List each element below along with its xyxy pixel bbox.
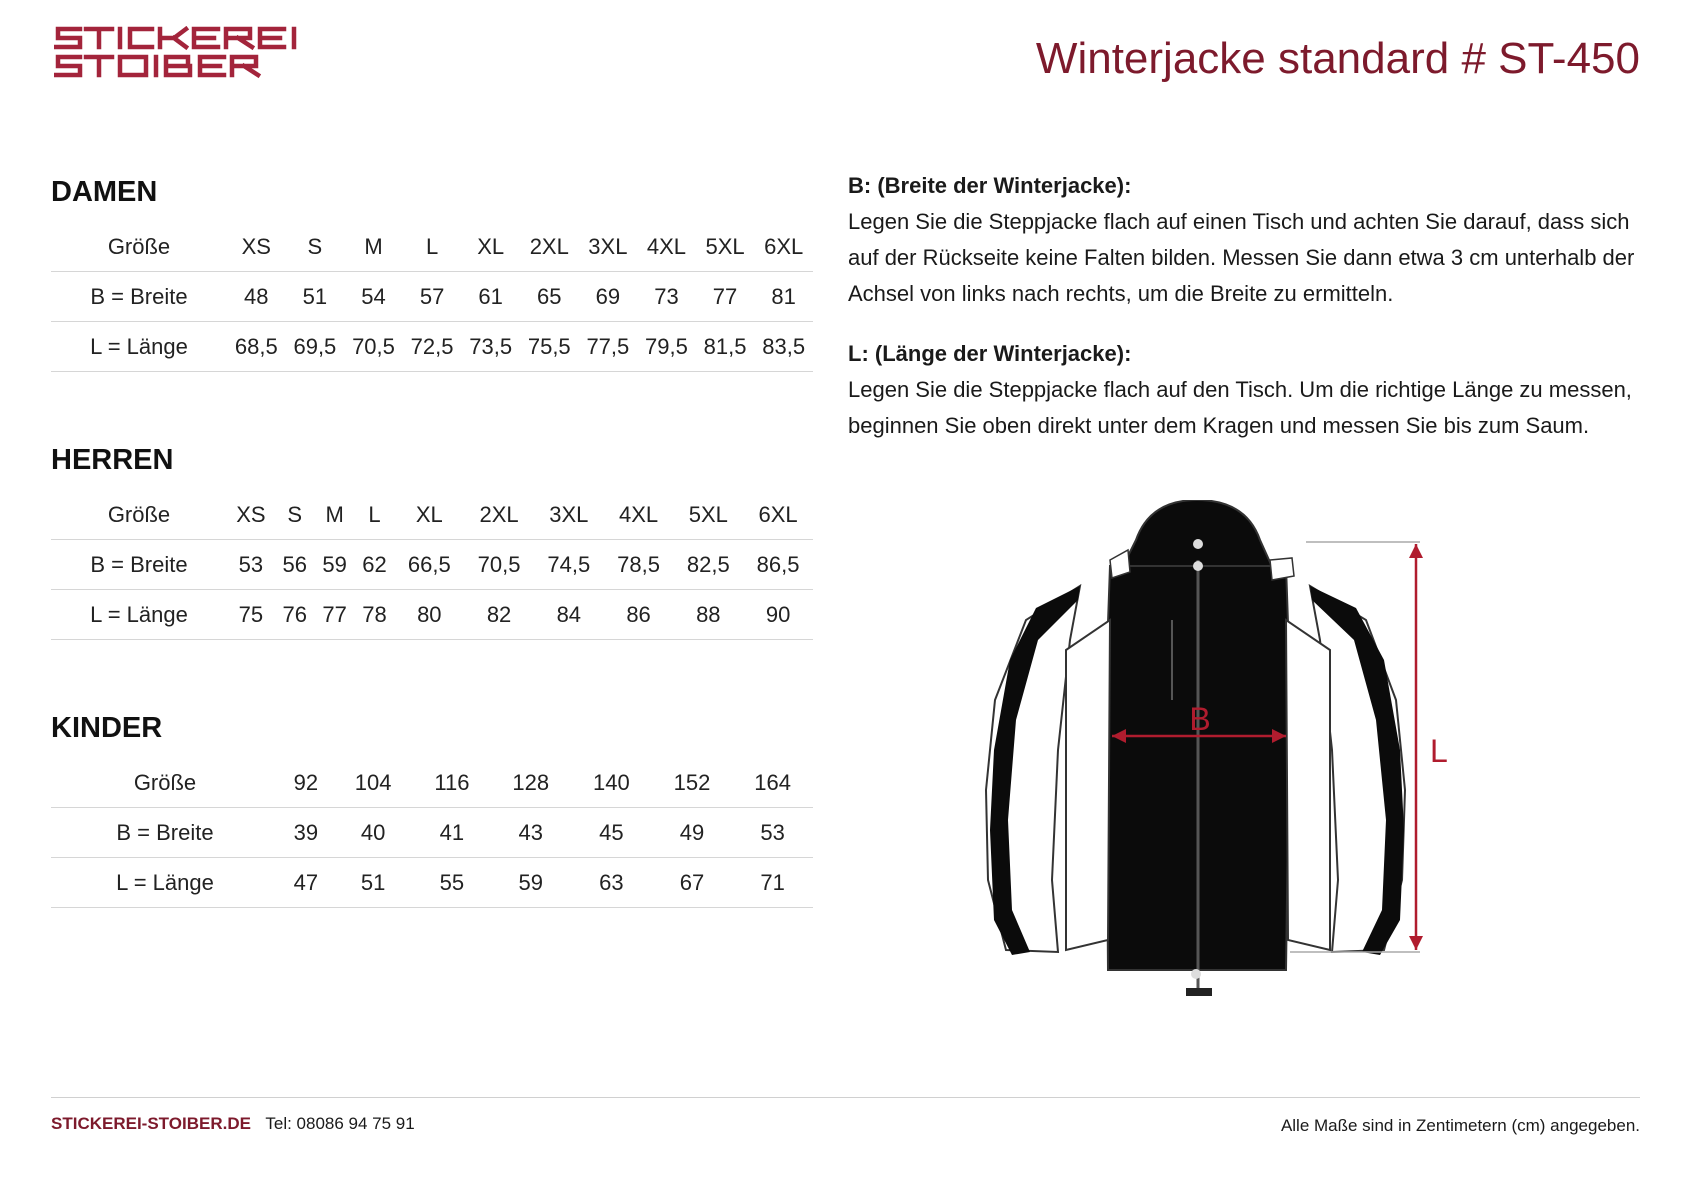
table-cell: 59 bbox=[490, 858, 571, 908]
table-cell: 51 bbox=[286, 272, 345, 322]
measurement-instructions bbox=[848, 168, 1648, 468]
table-cell: XS bbox=[227, 490, 275, 540]
table-cell: 70,5 bbox=[344, 322, 403, 372]
table-cell: 152 bbox=[652, 758, 733, 808]
table-cell: 69 bbox=[579, 272, 638, 322]
table-cell: 65 bbox=[520, 272, 579, 322]
table-cell: 71 bbox=[732, 858, 813, 908]
table-cell: 80 bbox=[394, 590, 464, 640]
length-marker: L bbox=[1430, 733, 1448, 769]
section-herren bbox=[51, 438, 815, 640]
table-header-row bbox=[51, 758, 813, 808]
table-row bbox=[51, 858, 813, 908]
section-damen bbox=[51, 170, 815, 372]
table-cell: 83,5 bbox=[754, 322, 813, 372]
document-title: Winterjacke standard # ST-450 bbox=[1035, 34, 1640, 83]
table-cell: Größe bbox=[51, 222, 227, 272]
table-cell: 40 bbox=[333, 808, 414, 858]
table-cell: 75,5 bbox=[520, 322, 579, 372]
table-cell: B = Breite bbox=[51, 808, 279, 858]
table-cell: 4XL bbox=[637, 222, 696, 272]
table-cell: 43 bbox=[490, 808, 571, 858]
table-cell: 76 bbox=[275, 590, 315, 640]
table-cell: 59 bbox=[315, 540, 355, 590]
width-marker: B bbox=[1189, 701, 1211, 737]
table-cell: 62 bbox=[355, 540, 395, 590]
section-title: KINDER bbox=[51, 712, 163, 744]
table-cell: 86,5 bbox=[743, 540, 813, 590]
table-cell: 73,5 bbox=[461, 322, 520, 372]
table-cell: 69,5 bbox=[286, 322, 345, 372]
size-table-damen bbox=[51, 222, 813, 372]
table-cell: L bbox=[355, 490, 395, 540]
table-cell: 104 bbox=[333, 758, 414, 808]
table-cell: 72,5 bbox=[403, 322, 462, 372]
phone-number: Tel: 08086 94 75 91 bbox=[265, 1114, 415, 1133]
table-cell: 88 bbox=[673, 590, 743, 640]
table-cell: 49 bbox=[652, 808, 733, 858]
table-cell: XS bbox=[227, 222, 286, 272]
table-cell: 4XL bbox=[604, 490, 674, 540]
table-cell: 78,5 bbox=[604, 540, 674, 590]
table-cell: 3XL bbox=[534, 490, 604, 540]
table-cell: 90 bbox=[743, 590, 813, 640]
table-cell: 61 bbox=[461, 272, 520, 322]
footer-contact bbox=[51, 1114, 415, 1134]
table-row bbox=[51, 322, 813, 372]
table-cell: XL bbox=[461, 222, 520, 272]
footer-divider bbox=[51, 1097, 1640, 1098]
units-note: Alle Maße sind in Zentimetern (cm) angegeben. bbox=[1280, 1116, 1640, 1135]
table-cell: 6XL bbox=[743, 490, 813, 540]
section-title: HERREN bbox=[51, 444, 174, 476]
table-cell: 92 bbox=[279, 758, 333, 808]
jacket-measurement-diagram bbox=[960, 500, 1520, 1040]
size-table-kinder bbox=[51, 758, 813, 908]
table-cell: 5XL bbox=[696, 222, 755, 272]
width-heading: B: (Breite der Winterjacke): bbox=[848, 173, 1132, 198]
table-header-row bbox=[51, 490, 813, 540]
table-cell: 77,5 bbox=[579, 322, 638, 372]
table-cell: S bbox=[286, 222, 345, 272]
website-link[interactable]: STICKEREI-STOIBER.DE bbox=[51, 1114, 251, 1133]
width-text: Legen Sie die Steppjacke flach auf einen Tisch und achten Sie darauf, dass sich auf der Rückseite keine Falten bilden. Messen Sie dann etwa 3 cm unterhalb der Achsel von links nach rechts, um die Breite zu ermitteln. bbox=[848, 209, 1635, 306]
length-heading: L: (Länge der Winterjacke): bbox=[848, 341, 1132, 366]
table-cell: 164 bbox=[732, 758, 813, 808]
table-cell: L bbox=[403, 222, 462, 272]
table-cell: 77 bbox=[315, 590, 355, 640]
table-cell: 51 bbox=[333, 858, 414, 908]
table-cell: 3XL bbox=[579, 222, 638, 272]
table-row bbox=[51, 590, 813, 640]
table-cell: S bbox=[275, 490, 315, 540]
table-cell: 81,5 bbox=[696, 322, 755, 372]
table-cell: 74,5 bbox=[534, 540, 604, 590]
table-cell: 84 bbox=[534, 590, 604, 640]
table-cell: 41 bbox=[413, 808, 490, 858]
table-cell: 48 bbox=[227, 272, 286, 322]
table-cell: 5XL bbox=[673, 490, 743, 540]
table-cell: 82,5 bbox=[673, 540, 743, 590]
table-cell: L = Länge bbox=[51, 590, 227, 640]
table-cell: 67 bbox=[652, 858, 733, 908]
table-cell: 2XL bbox=[464, 490, 534, 540]
table-cell: B = Breite bbox=[51, 540, 227, 590]
table-cell: M bbox=[344, 222, 403, 272]
table-cell: L = Länge bbox=[51, 858, 279, 908]
table-cell: 55 bbox=[413, 858, 490, 908]
table-cell: Größe bbox=[51, 490, 227, 540]
section-title: DAMEN bbox=[51, 176, 158, 208]
size-table-herren bbox=[51, 490, 813, 640]
table-cell: B = Breite bbox=[51, 272, 227, 322]
table-cell: 56 bbox=[275, 540, 315, 590]
table-cell: 78 bbox=[355, 590, 395, 640]
table-cell: 57 bbox=[403, 272, 462, 322]
table-cell: 47 bbox=[279, 858, 333, 908]
table-cell: M bbox=[315, 490, 355, 540]
table-cell: 2XL bbox=[520, 222, 579, 272]
table-cell: 75 bbox=[227, 590, 275, 640]
table-row bbox=[51, 540, 813, 590]
table-cell: 68,5 bbox=[227, 322, 286, 372]
length-text: Legen Sie die Steppjacke flach auf den Tisch. Um die richtige Länge zu messen, beginnen Sie oben direkt unter dem Kragen und messen Sie bis zum Saum. bbox=[848, 377, 1632, 438]
table-cell: 54 bbox=[344, 272, 403, 322]
table-cell: 86 bbox=[604, 590, 674, 640]
table-cell: 140 bbox=[571, 758, 652, 808]
table-cell: 82 bbox=[464, 590, 534, 640]
table-row bbox=[51, 272, 813, 322]
table-cell: 81 bbox=[754, 272, 813, 322]
table-cell: 77 bbox=[696, 272, 755, 322]
table-cell: 39 bbox=[279, 808, 333, 858]
table-cell: 116 bbox=[413, 758, 490, 808]
table-cell: 45 bbox=[571, 808, 652, 858]
table-cell: XL bbox=[394, 490, 464, 540]
table-cell: 79,5 bbox=[637, 322, 696, 372]
brand-logo bbox=[54, 26, 364, 80]
table-cell: 128 bbox=[490, 758, 571, 808]
table-row bbox=[51, 808, 813, 858]
section-kinder bbox=[51, 706, 815, 908]
table-header-row bbox=[51, 222, 813, 272]
table-cell: 53 bbox=[732, 808, 813, 858]
table-cell: L = Länge bbox=[51, 322, 227, 372]
table-cell: 70,5 bbox=[464, 540, 534, 590]
table-cell: 6XL bbox=[754, 222, 813, 272]
table-cell: Größe bbox=[51, 758, 279, 808]
table-cell: 73 bbox=[637, 272, 696, 322]
table-cell: 53 bbox=[227, 540, 275, 590]
table-cell: 63 bbox=[571, 858, 652, 908]
table-cell: 66,5 bbox=[394, 540, 464, 590]
